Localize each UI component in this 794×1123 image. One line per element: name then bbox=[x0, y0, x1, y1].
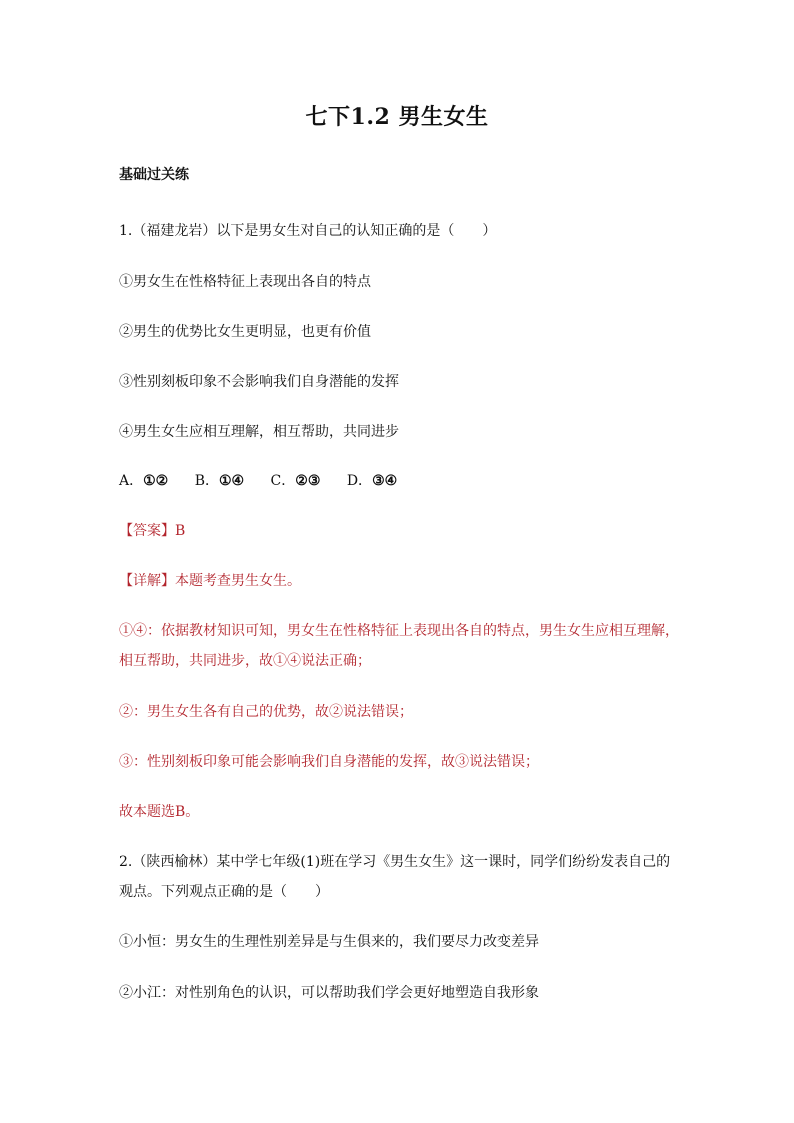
question-1-statement-1: ①男女生在性格特征上表现出各自的特点 bbox=[119, 274, 371, 290]
option-d bbox=[347, 471, 397, 491]
option-a bbox=[119, 471, 168, 491]
question-2-statement-2: ②小江：对性别角色的认识，可以帮助我们学会更好地塑造自我形象 bbox=[119, 985, 539, 1001]
question-1-statement-3: ③性别刻板印象不会影响我们自身潜能的发挥 bbox=[119, 374, 399, 390]
question-1-stem: 1.（福建龙岩）以下是男女生对自己的认知正确的是（ ） bbox=[119, 223, 497, 239]
question-1-detail-intro: 【详解】本题考查男生女生。 bbox=[119, 573, 301, 589]
option-b-value: ①④ bbox=[218, 473, 245, 489]
question-1-options bbox=[119, 471, 419, 491]
question-1-explanation-3: ③：性别刻板印象可能会影响我们自身潜能的发挥，故③说法错误； bbox=[119, 754, 539, 770]
option-c bbox=[271, 471, 321, 491]
question-2-stem-line-2: 观点。下列观点正确的是（ ） bbox=[119, 884, 329, 900]
question-1-conclusion: 故本题选B。 bbox=[119, 804, 200, 820]
question-1-explanation-2: ②：男生女生各有自己的优势，故②说法错误； bbox=[119, 704, 413, 720]
option-a-letter: A． bbox=[119, 473, 144, 489]
option-a-value: ①② bbox=[143, 473, 169, 489]
question-1-answer: 【答案】B bbox=[119, 523, 186, 539]
question-1-explanation-1-line-2: 相互帮助，共同进步，故①④说法正确； bbox=[119, 653, 371, 669]
option-c-letter: C． bbox=[270, 473, 296, 489]
section-heading: 基础过关练 bbox=[119, 167, 189, 183]
question-1-explanation-1-line-1: ①④：依据教材知识可知，男女生在性格特征上表现出各自的特点，男生女生应相互理解， bbox=[119, 623, 679, 639]
option-d-value: ③④ bbox=[372, 473, 398, 489]
option-d-letter: D． bbox=[346, 473, 373, 489]
option-c-value: ②③ bbox=[295, 473, 321, 489]
question-1-statement-2: ②男生的优势比女生更明显，也更有价值 bbox=[119, 324, 371, 340]
question-2-stem-line-1: 2.（陕西榆林）某中学七年级(1)班在学习《男生女生》这一课时，同学们纷纷发表自己的 bbox=[119, 854, 671, 870]
page-title: 七下1.2 男生女生 bbox=[305, 104, 489, 130]
option-b bbox=[195, 471, 244, 491]
option-b-letter: B． bbox=[194, 473, 219, 489]
question-1-statement-4: ④男生女生应相互理解，相互帮助，共同进步 bbox=[119, 424, 399, 440]
question-2-statement-1: ①小恒：男女生的生理性别差异是与生俱来的，我们要尽力改变差异 bbox=[119, 934, 539, 950]
